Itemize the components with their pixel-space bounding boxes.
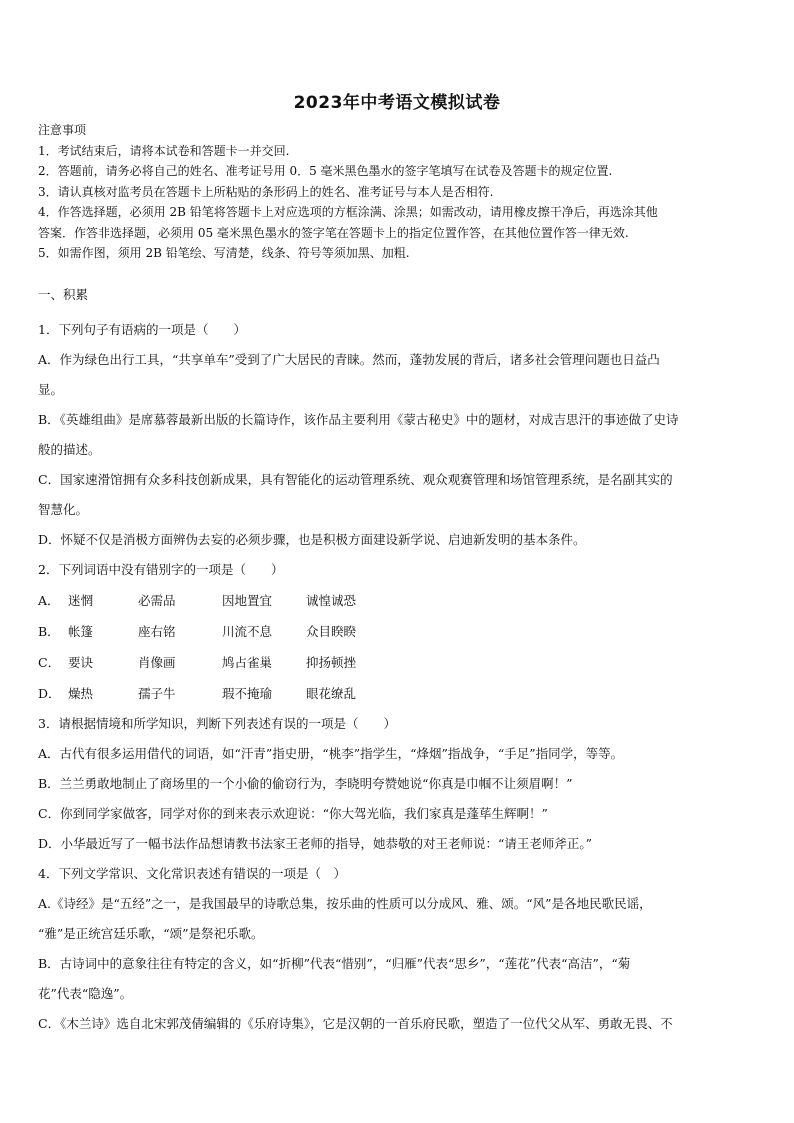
question-3-option-a: A．古代有很多运用借代的词语，如“汗青”指史册，“桃李”指学生，“烽烟”指战争，“手足”指同学，等等。 (38, 746, 624, 761)
notice-item: 答案．作答非选择题，必须用 05 毫米黑色墨水的签字笔在答题卡上的指定位置作答，在其他位置作答一律无效. (38, 225, 629, 240)
question-4-option-c: C．《木兰诗》选自北宋郭茂倩编辑的《乐府诗集》，它是汉朝的一首乐府民歌，塑造了一位代父从军、勇敢无畏、不 (38, 1016, 673, 1031)
option-word: 抑扬顿挫 (306, 655, 357, 670)
question-2-option-d (38, 678, 760, 709)
notice-item: 3．请认真核对监考员在答题卡上所粘贴的条形码上的姓名、准考证号与本人是否相符. (38, 184, 494, 199)
notice-item: 5．如需作图，须用 2B 铅笔绘、写清楚，线条、符号等须加黑、加粗. (38, 246, 410, 260)
option-word: 肖像画 (138, 655, 176, 670)
option-word: 孺子牛 (138, 686, 176, 701)
option-word: 帐篷 (68, 624, 94, 639)
option-label: B． (38, 624, 60, 639)
page-title: 2023年中考语文模拟试卷 (293, 93, 501, 113)
option-label: A． (38, 593, 60, 608)
notice-item: 4．作答选择题，必须用 2B 铅笔将答题卡上对应选项的方框涂满、涂黑；如需改动，请用橡皮擦干净后，再选涂其他 (38, 205, 658, 219)
question-1-option-d: D．怀疑不仅是消极方面辨伪去妄的必须步骤，也是积极方面建设新学说、启迪新发明的基本条件。 (38, 532, 586, 547)
option-word: 必需品 (138, 593, 176, 608)
question-1-option-c: C．国家速滑馆拥有众多科技创新成果，具有智能化的运动管理系统、观众观赛管理和场馆管理系统，是名副其实的 (38, 472, 673, 487)
notice-item: 1．考试结束后，请将本试卷和答题卡一并交回. (38, 143, 290, 158)
option-word: 迷惘 (68, 593, 94, 608)
question-3-option-c: C．你到同学家做客，同学对你的到来表示欢迎说：“你大驾光临，我们家真是蓬荜生辉啊！” (38, 806, 548, 821)
option-word: 眼花缭乱 (306, 686, 357, 701)
question-1-option-b: B．《英雄组曲》是席慕蓉最新出版的长篇诗作，该作品主要利用《蒙古秘史》中的题材，对成吉思汗的事迹做了史诗 (38, 412, 679, 427)
option-word: 座右铭 (138, 624, 176, 639)
question-2-option-b (38, 616, 760, 647)
option-label: C． (38, 655, 61, 670)
option-word: 鸠占雀巢 (222, 655, 273, 670)
option-word: 燥热 (68, 686, 94, 701)
option-label: D． (38, 686, 61, 701)
option-word: 因地置宜 (222, 593, 273, 608)
question-1-stem: 1．下列句子有语病的一项是（ ） (38, 322, 246, 337)
question-4-option-b: B．古诗词中的意象往往有特定的含义，如“折柳”代表“惜别”，“归雁”代表“思乡”，“莲花”代表“高洁”，“菊 (38, 956, 631, 971)
question-2-option-c (38, 647, 760, 678)
question-4-stem: 4．下列文学常识、文化常识表述有错误的一项是（ ） (38, 866, 346, 881)
question-3-stem: 3．请根据情境和所学知识，判断下列表述有误的一项是（ ） (38, 716, 396, 731)
question-1-option-c-cont: 智慧化。 (38, 502, 89, 517)
option-word: 众目睽睽 (306, 624, 357, 639)
section-heading: 一、积累 (38, 287, 89, 302)
exam-content (38, 285, 760, 1039)
option-word: 要诀 (68, 655, 94, 670)
question-2-option-a (38, 585, 760, 616)
question-1-option-a-cont: 显。 (38, 382, 64, 397)
question-1-option-b-cont: 般的描述。 (38, 442, 101, 457)
notice-block (38, 120, 758, 264)
question-4-option-a: A.《诗经》是“五经”之一，是我国最早的诗歌总集，按乐曲的性质可以分成风、雅、颂。“风”是各地民歌民谣， (38, 896, 652, 911)
notice-heading: 注意事项 (38, 123, 87, 137)
question-3-option-d: D．小华最近写了一幅书法作品想请教书法家王老师的指导，她恭敬的对王老师说：“请王老师斧正。” (38, 836, 593, 851)
option-word: 川流不息 (222, 624, 273, 639)
question-4-option-a-cont: “雅”是正统宫廷乐歌，“颂”是祭祀乐歌。 (38, 926, 264, 941)
question-3-option-b: B．兰兰勇敢地制止了商场里的一个小偷的偷窃行为，李晓明夸赞她说“你真是巾帼不让须眉啊！” (38, 776, 573, 791)
option-word: 诚惶诚恐 (306, 593, 357, 608)
question-1-option-a: A．作为绿色出行工具，“共享单车”受到了广大居民的青睐。然而，蓬勃发展的背后，诸多社会管理问题也日益凸 (38, 352, 660, 367)
option-word: 瑕不掩瑜 (222, 686, 273, 701)
notice-item: 2．答题前，请务必将自己的姓名、准考证号用 0．5 毫米黑色墨水的签字笔填写在试卷及答题卡的规定位置. (38, 164, 613, 178)
question-2-stem: 2．下列词语中没有错别字的一项是（ ） (38, 562, 284, 577)
question-4-option-b-cont: 花”代表“隐逸”。 (38, 986, 133, 1001)
